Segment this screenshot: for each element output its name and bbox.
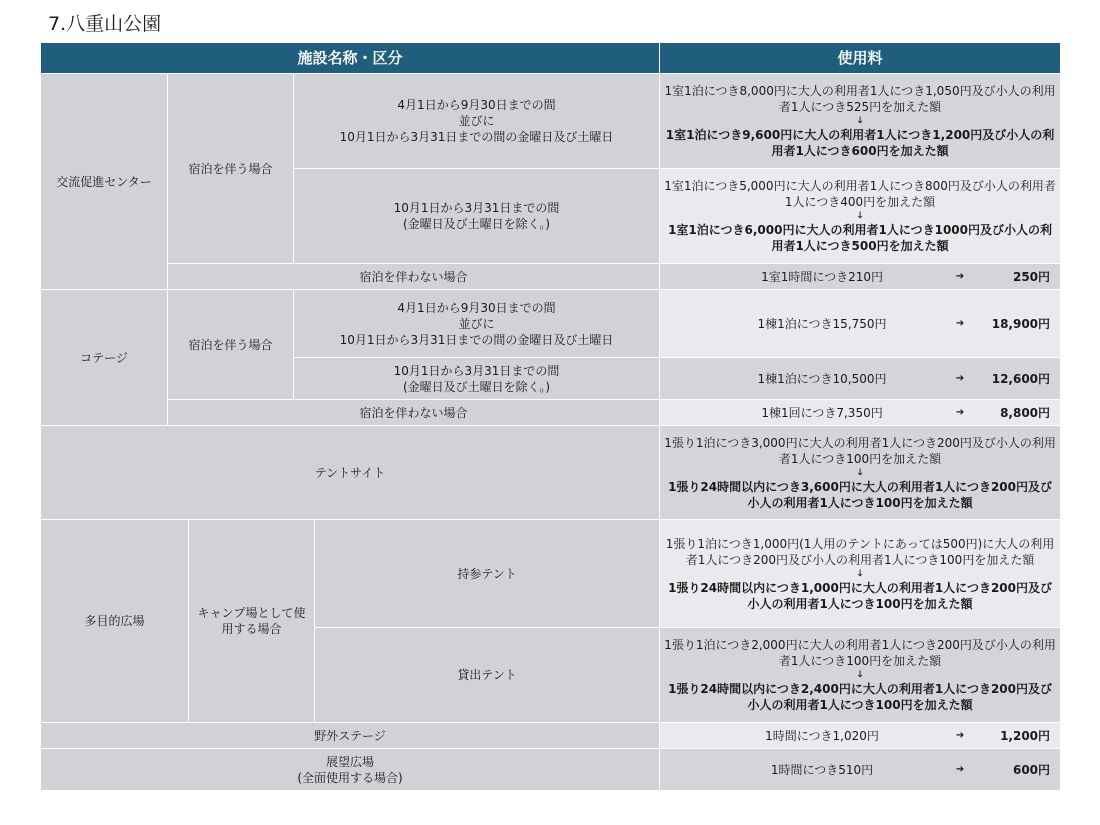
tent-site-label: テントサイト (41, 426, 660, 520)
arrow-down-icon: 🡓 (857, 116, 863, 126)
cottage-peak-fee (660, 290, 1061, 358)
old-fee: 1室1泊につき5,000円に大人の利用者1人につき800円及び小人の利用者1人につき400円を加えた額 (664, 179, 1056, 209)
plaza-camp-label: キャンプ場として使用する場合 (189, 520, 315, 723)
new-fee: 600円 (1012, 762, 1051, 777)
old-fee: 1棟1泊につき15,750円 (757, 316, 887, 331)
exchange-day-fee (660, 264, 1061, 290)
page-title: 7.八重山公園 (48, 13, 162, 35)
exchange-overnight-label: 宿泊を伴う場合 (168, 74, 294, 264)
period-line: (金曜日及び土曜日を除く。) (402, 217, 551, 231)
arrow-down-icon: 🡓 (857, 211, 863, 221)
cottage-label: コテージ (41, 290, 168, 426)
arrow-right-icon: ➔ (955, 406, 965, 418)
old-fee: 1時間につき510円 (770, 762, 874, 777)
new-fee: 1張り24時間以内につき3,600円に大人の利用者1人につき200円及び小人の利用者1人につき100円を加えた額 (668, 479, 1052, 510)
period-line: (金曜日及び土曜日を除く。) (402, 379, 551, 394)
observation-fee (660, 749, 1061, 791)
old-fee: 1時間につき1,020円 (765, 728, 879, 743)
old-fee: 1棟1回につき7,350円 (761, 405, 883, 420)
observation-label (41, 749, 660, 791)
period-line: 10月1日から3月31日までの間の金曜日及び土曜日 (339, 332, 614, 347)
exchange-peak-period (294, 74, 660, 169)
stage-label: 野外ステージ (41, 723, 660, 749)
arrow-right-icon: ➔ (955, 763, 965, 775)
cottage-day-fee (660, 400, 1061, 426)
exchange-center-label: 交流促進センター (41, 74, 168, 290)
arrow-down-icon: 🡓 (857, 670, 863, 680)
table-row (41, 74, 1061, 169)
table-row (41, 400, 1061, 426)
plaza-own-tent-label: 持参テント (315, 520, 660, 628)
cottage-overnight-label: 宿泊を伴う場合 (168, 290, 294, 400)
new-fee: 1張り24時間以内につき2,400円に大人の利用者1人につき200円及び小人の利用者1人につき100円を加えた額 (668, 682, 1052, 712)
cottage-day-label: 宿泊を伴わない場合 (168, 400, 660, 426)
old-fee: 1室1泊につき8,000円に大人の利用者1人につき1,050円及び小人の利用者1人につき525円を加えた額 (664, 84, 1056, 114)
new-fee: 18,900円 (991, 316, 1051, 331)
period-line: 並びに (458, 114, 495, 128)
old-fee: 1張り1泊につき3,000円に大人の利用者1人につき200円及び小人の利用者1人につき100円を加えた額 (664, 435, 1056, 466)
table-row (41, 426, 1061, 520)
period-line: 10月1日から3月31日までの間 (393, 363, 560, 378)
old-fee: 1張り1泊につき1,000円(1人用のテントにあっては500円)に大人の利用者1人につき200円及び小人の利用者1人につき100円を加えた額 (665, 536, 1055, 567)
exchange-day-label: 宿泊を伴わない場合 (168, 264, 660, 290)
header-facility: 施設名称・区分 (41, 43, 660, 74)
plaza-own-tent-fee (660, 520, 1061, 628)
plaza-rent-tent-label: 貸出テント (315, 628, 660, 723)
new-fee: 1,200円 (1000, 728, 1051, 743)
plaza-rent-tent-fee (660, 628, 1061, 723)
header-fee: 使用料 (660, 43, 1061, 74)
fee-table (40, 42, 1061, 791)
period-line: 4月1日から9月30日までの間 (397, 98, 556, 112)
new-fee: 1張り24時間以内につき1,000円に大人の利用者1人につき200円及び小人の利用者1人につき100円を加えた額 (668, 580, 1052, 611)
new-fee: 1室1泊につき9,600円に大人の利用者1人につき1,200円及び小人の利用者1人につき600円を加えた額 (665, 128, 1055, 158)
exchange-peak-fee (660, 74, 1061, 169)
new-fee: 12,600円 (991, 371, 1051, 386)
table-row (41, 749, 1061, 791)
table-row (41, 290, 1061, 358)
new-fee: 8,800円 (1000, 405, 1051, 420)
table-row (41, 264, 1061, 290)
period-line: 4月1日から9月30日までの間 (397, 300, 556, 315)
table-row (41, 723, 1061, 749)
new-fee: 250円 (1012, 269, 1051, 284)
exchange-off-fee (660, 169, 1061, 264)
arrow-down-icon: 🡓 (857, 568, 863, 579)
tent-site-fee (660, 426, 1061, 520)
period-line: 10月1日から3月31日までの間 (393, 201, 560, 215)
arrow-down-icon: 🡓 (857, 467, 863, 478)
stage-fee (660, 723, 1061, 749)
arrow-right-icon: ➔ (955, 270, 965, 282)
old-fee: 1室1時間につき210円 (761, 269, 883, 284)
plaza-label: 多目的広場 (41, 520, 189, 723)
arrow-right-icon: ➔ (955, 372, 965, 384)
new-fee: 1室1泊につき6,000円に大人の利用者1人につき1000円及び小人の利用者1人につき500円を加えた額 (668, 223, 1052, 253)
observation-sub: (全面使用する場合) (297, 770, 403, 785)
period-line: 10月1日から3月31日までの間の金曜日及び土曜日 (339, 130, 614, 144)
cottage-peak-period (294, 290, 660, 358)
table-row (41, 520, 1061, 628)
observation-name: 展望広場 (326, 754, 375, 769)
old-fee: 1張り1泊につき2,000円に大人の利用者1人につき200円及び小人の利用者1人につき100円を加えた額 (664, 638, 1056, 668)
old-fee: 1棟1泊につき10,500円 (757, 371, 887, 386)
table-header-row (41, 43, 1061, 74)
exchange-off-period (294, 169, 660, 264)
cottage-off-fee (660, 358, 1061, 400)
cottage-off-period (294, 358, 660, 400)
arrow-right-icon: ➔ (955, 317, 965, 329)
period-line: 並びに (458, 316, 495, 331)
arrow-right-icon: ➔ (955, 729, 965, 741)
